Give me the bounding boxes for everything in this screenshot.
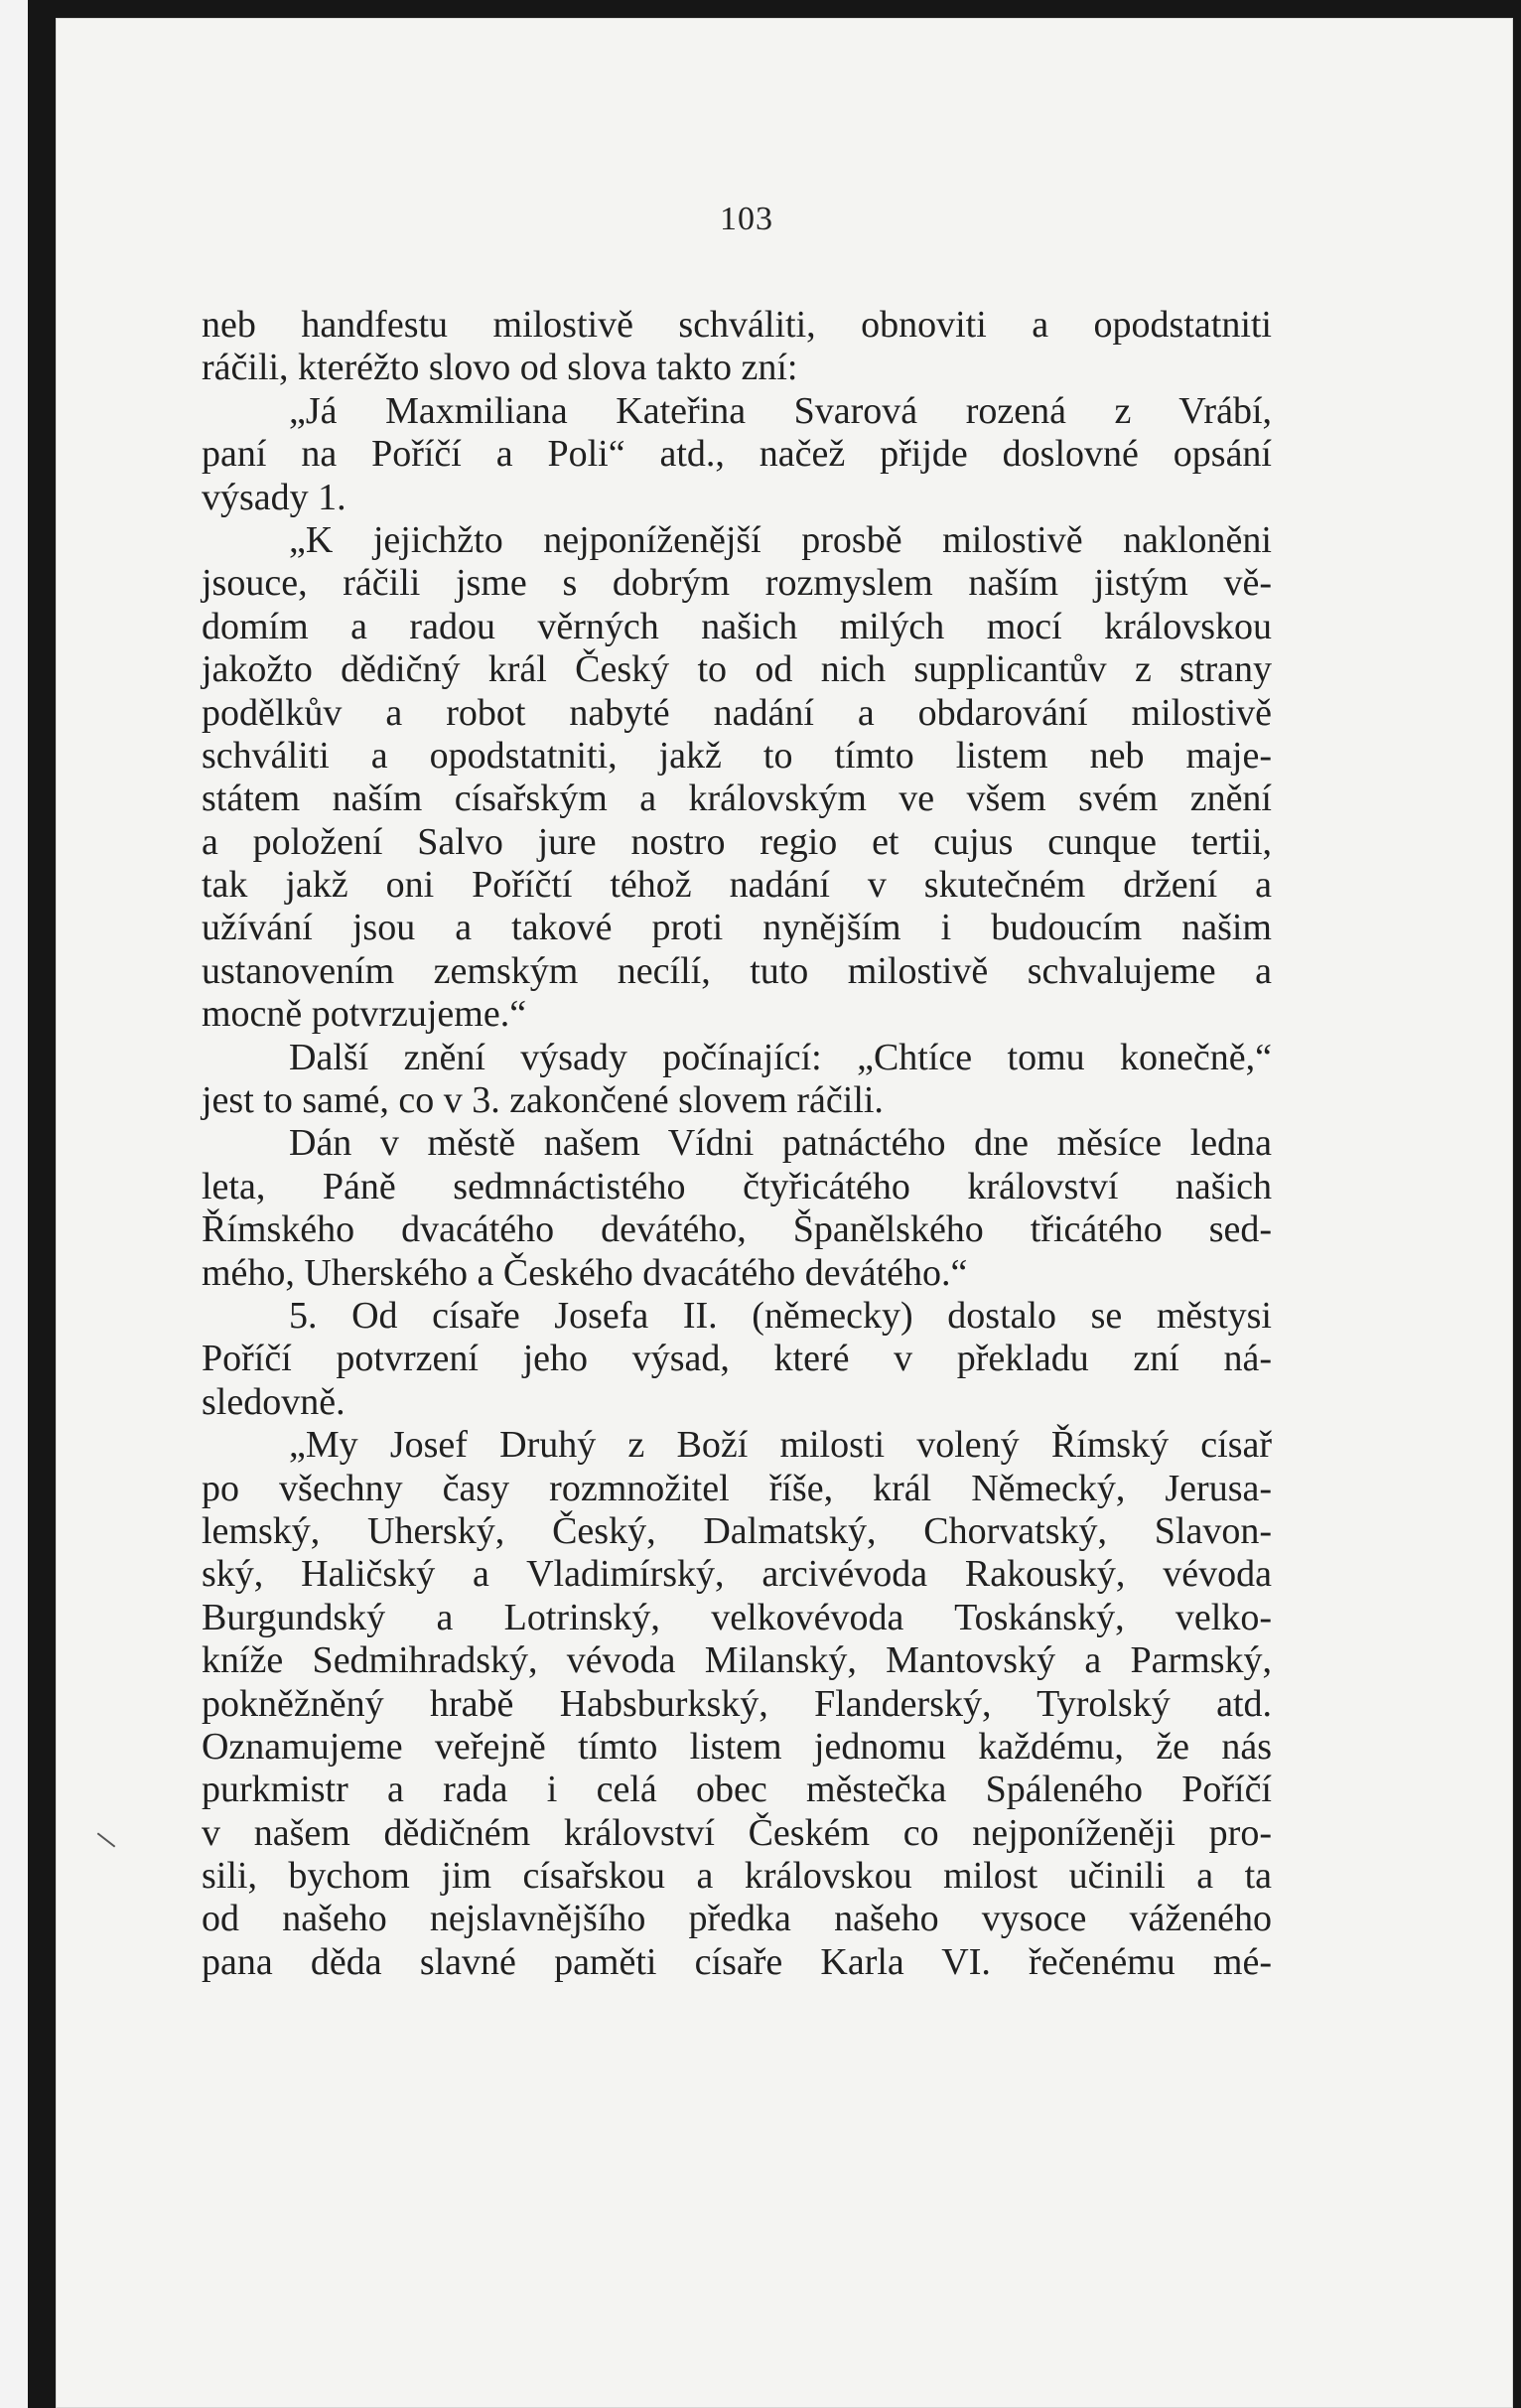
page-number: 103 — [720, 201, 773, 237]
text-line: paní na Poříčí a Poli“ atd., načež přijde doslovné opsání — [202, 433, 1272, 476]
text-line: leta, Páně sedmnáctistého čtyřicátého království našich — [202, 1165, 1272, 1207]
text-line: Další znění výsady počínající: „Chtíce tomu konečně,“ — [289, 1036, 1272, 1078]
text-line: pokněžněný hrabě Habsburkský, Flanderský, Tyrolský atd. — [202, 1682, 1272, 1725]
text-line: ustanovením zemským necílí, tuto milostivě schvalujeme a — [202, 949, 1272, 992]
text-line: purkmistr a rada i celá obec městečka Spáleného Poříčí — [202, 1769, 1272, 1811]
text-line: Burgundský a Lotrinský, velkovévoda Toskánský, velko- — [202, 1596, 1272, 1638]
text-line: Poříčí potvrzení jeho výsad, které v překladu zní ná- — [202, 1338, 1272, 1380]
text-line: jest to samé, co v 3. zakončené slovem ráčili. — [202, 1079, 884, 1122]
text-line: sledovně. — [202, 1380, 346, 1423]
text-line: v našem dědičném království Českém co nejponíženěji pro- — [202, 1811, 1272, 1854]
text-line: Římského dvacátého devátého, Španělského třicátého sed- — [202, 1208, 1272, 1251]
text-line: „My Josef Druhý z Boží milosti volený Římský císař — [289, 1424, 1272, 1467]
text-line: pana děda slavné paměti císaře Karla VI. řečenému mé- — [202, 1940, 1272, 1983]
text-line: mého, Uherského a Českého dvacátého devátého.“ — [202, 1251, 968, 1294]
text-line: mocně potvrzujeme.“ — [202, 993, 527, 1036]
text-line: schváliti a opodstatniti, jakž to tímto listem neb maje- — [202, 734, 1272, 777]
text-line: ráčili, kteréžto slovo od slova takto zní: — [202, 347, 798, 389]
text-line: lemský, Uherský, Český, Dalmatský, Chorvatský, Slavon- — [202, 1509, 1272, 1552]
text-line: ský, Haličský a Vladimírský, arcivévoda Rakouský, vévoda — [202, 1553, 1272, 1596]
text-line: sili, bychom jim císařskou a královskou milost učinili a ta — [202, 1855, 1272, 1898]
body-text — [202, 304, 1272, 1984]
text-line: 5. Od císaře Josefa II. (německy) dostalo se městysi — [289, 1294, 1272, 1337]
text-line: výsady 1. — [202, 476, 346, 518]
text-line: užívání jsou a takové proti nynějším i budoucím našim — [202, 907, 1272, 949]
text-line: domím a radou věrných našich milých mocí královskou — [202, 605, 1272, 647]
text-line: tak jakž oni Poříčtí téhož nadání v skutečném držení a — [202, 864, 1272, 907]
text-line: kníže Sedmihradský, vévoda Milanský, Mantovský a Parmský, — [202, 1639, 1272, 1682]
text-line: po všechny časy rozmnožitel říše, král Německý, Jerusa- — [202, 1467, 1272, 1509]
text-line: jakožto dědičný král Český to od nich supplicantův z strany — [202, 648, 1272, 691]
text-line: „K jejichžto nejponíženější prosbě milostivě nakloněni — [289, 518, 1272, 561]
text-line: státem naším císařským a královským ve všem svém znění — [202, 778, 1272, 820]
text-line: Dán v městě našem Vídni patnáctého dne měsíce ledna — [289, 1122, 1272, 1165]
text-line: neb handfestu milostivě schváliti, obnoviti a opodstatniti — [202, 304, 1272, 346]
text-line: podělkův a robot nabyté nadání a obdarování milostivě — [202, 691, 1272, 734]
facing-page-edge — [0, 0, 28, 2408]
text-line: Oznamujeme veřejně tímto listem jednomu každému, že nás — [202, 1725, 1272, 1768]
text-line: a položení Salvo jure nostro regio et cujus cunque tertii, — [202, 820, 1272, 863]
text-line: jsouce, ráčili jsme s dobrým rozmyslem naším jistým vě- — [202, 562, 1272, 605]
text-line: „Já Maxmiliana Kateřina Svarová rozená z Vrábí, — [289, 389, 1272, 432]
text-line: od našeho nejslavnějšího předka našeho vysoce váženého — [202, 1898, 1272, 1940]
